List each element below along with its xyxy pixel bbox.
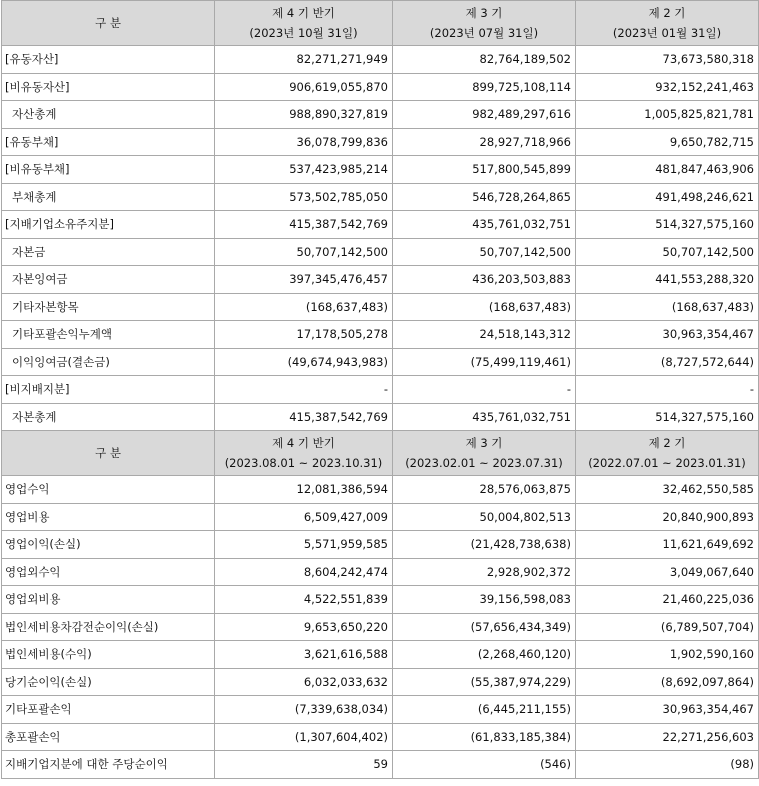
row-value: (8,727,572,644) xyxy=(576,348,759,376)
table-row xyxy=(2,293,759,321)
row-value: (168,637,483) xyxy=(576,293,759,321)
row-label: 자본금 xyxy=(2,238,215,266)
row-value: 30,963,354,467 xyxy=(576,321,759,349)
table-row xyxy=(2,668,759,696)
table-row xyxy=(2,46,759,74)
row-label: 당기순이익(손실) xyxy=(2,668,215,696)
table-row xyxy=(2,403,759,431)
row-value: 32,462,550,585 xyxy=(576,476,759,504)
period-name: 제 4 기 반기 xyxy=(272,436,335,450)
period-date: (2023.02.01 ~ 2023.07.31) xyxy=(405,456,563,470)
row-value: (61,833,185,384) xyxy=(393,723,576,751)
row-value: 982,489,297,616 xyxy=(393,101,576,129)
row-label: [비유동자산] xyxy=(2,73,215,101)
column-header-period xyxy=(576,1,759,46)
row-value: (21,428,738,638) xyxy=(393,531,576,559)
column-header-category: 구 분 xyxy=(2,431,215,476)
row-value: (57,656,434,349) xyxy=(393,613,576,641)
income-header-row xyxy=(2,431,759,476)
table-row xyxy=(2,751,759,779)
table-row xyxy=(2,531,759,559)
period-date: (2022.07.01 ~ 2023.01.31) xyxy=(588,456,746,470)
row-value: 11,621,649,692 xyxy=(576,531,759,559)
row-value: (55,387,974,229) xyxy=(393,668,576,696)
row-label: 자산총계 xyxy=(2,101,215,129)
row-value: 435,761,032,751 xyxy=(393,403,576,431)
row-label: 자본총계 xyxy=(2,403,215,431)
row-value: 36,078,799,836 xyxy=(215,128,393,156)
row-value: 899,725,108,114 xyxy=(393,73,576,101)
table-row xyxy=(2,128,759,156)
row-value: 491,498,246,621 xyxy=(576,183,759,211)
row-value: - xyxy=(393,376,576,404)
row-value: 39,156,598,083 xyxy=(393,586,576,614)
row-label: 법인세비용차감전순이익(손실) xyxy=(2,613,215,641)
row-value: 8,604,242,474 xyxy=(215,558,393,586)
row-value: 397,345,476,457 xyxy=(215,266,393,294)
row-value: 537,423,985,214 xyxy=(215,156,393,184)
row-value: (8,692,097,864) xyxy=(576,668,759,696)
row-value: 415,387,542,769 xyxy=(215,211,393,239)
row-label: 지배기업지분에 대한 주당순이익 xyxy=(2,751,215,779)
table-row xyxy=(2,211,759,239)
row-value: - xyxy=(576,376,759,404)
period-name: 제 3 기 xyxy=(465,436,503,450)
table-row xyxy=(2,238,759,266)
row-label: 자본잉여금 xyxy=(2,266,215,294)
row-label: 부채총계 xyxy=(2,183,215,211)
row-value: 12,081,386,594 xyxy=(215,476,393,504)
period-date: (2023년 01월 31일) xyxy=(612,26,722,40)
row-value: 441,553,288,320 xyxy=(576,266,759,294)
period-date: (2023년 10월 31일) xyxy=(249,26,358,40)
table-row xyxy=(2,558,759,586)
row-value: 17,178,505,278 xyxy=(215,321,393,349)
table-row xyxy=(2,476,759,504)
row-value: 50,707,142,500 xyxy=(576,238,759,266)
table-row xyxy=(2,613,759,641)
row-label: 기타포괄손익 xyxy=(2,696,215,724)
row-label: 기타자본항목 xyxy=(2,293,215,321)
row-value: (2,268,460,120) xyxy=(393,641,576,669)
row-value: 514,327,575,160 xyxy=(576,211,759,239)
row-value: 514,327,575,160 xyxy=(576,403,759,431)
table-row xyxy=(2,101,759,129)
table-row xyxy=(2,321,759,349)
table-row xyxy=(2,73,759,101)
row-label: 영업외수익 xyxy=(2,558,215,586)
column-header-period xyxy=(393,1,576,46)
row-label: 법인세비용(수익) xyxy=(2,641,215,669)
row-value: 9,650,782,715 xyxy=(576,128,759,156)
row-value: (6,789,507,704) xyxy=(576,613,759,641)
column-header-period xyxy=(215,431,393,476)
row-value: 30,963,354,467 xyxy=(576,696,759,724)
row-label: 영업외비용 xyxy=(2,586,215,614)
period-date: (2023.08.01 ~ 2023.10.31) xyxy=(224,456,383,470)
row-value: 24,518,143,312 xyxy=(393,321,576,349)
column-header-period xyxy=(215,1,393,46)
table-row xyxy=(2,641,759,669)
row-value: 22,271,256,603 xyxy=(576,723,759,751)
row-value: 546,728,264,865 xyxy=(393,183,576,211)
table-row xyxy=(2,723,759,751)
column-header-category: 구 분 xyxy=(2,1,215,46)
row-value: 3,049,067,640 xyxy=(576,558,759,586)
row-label: 이익잉여금(결손금) xyxy=(2,348,215,376)
row-value: - xyxy=(215,376,393,404)
table-row xyxy=(2,376,759,404)
row-value: (168,637,483) xyxy=(215,293,393,321)
row-value: (75,499,119,461) xyxy=(393,348,576,376)
table-row xyxy=(2,266,759,294)
period-name: 제 4 기 반기 xyxy=(272,6,335,20)
row-value: 988,890,327,819 xyxy=(215,101,393,129)
row-value: 906,619,055,870 xyxy=(215,73,393,101)
row-value: 28,927,718,966 xyxy=(393,128,576,156)
table-row xyxy=(2,183,759,211)
row-value: 73,673,580,318 xyxy=(576,46,759,74)
row-value: 436,203,503,883 xyxy=(393,266,576,294)
row-value: 82,764,189,502 xyxy=(393,46,576,74)
row-value: 3,621,616,588 xyxy=(215,641,393,669)
row-value: 435,761,032,751 xyxy=(393,211,576,239)
row-value: 59 xyxy=(215,751,393,779)
row-value: (49,674,943,983) xyxy=(215,348,393,376)
row-value: 28,576,063,875 xyxy=(393,476,576,504)
table-row xyxy=(2,156,759,184)
row-value: (6,445,211,155) xyxy=(393,696,576,724)
row-value: 82,271,271,949 xyxy=(215,46,393,74)
row-value: 932,152,241,463 xyxy=(576,73,759,101)
table-row xyxy=(2,586,759,614)
row-value: 415,387,542,769 xyxy=(215,403,393,431)
row-value: 517,800,545,899 xyxy=(393,156,576,184)
period-date: (2023년 07월 31일) xyxy=(429,26,539,40)
period-name: 제 2 기 xyxy=(648,6,686,20)
row-label: 영업비용 xyxy=(2,503,215,531)
row-value: 5,571,959,585 xyxy=(215,531,393,559)
row-value: (168,637,483) xyxy=(393,293,576,321)
row-value: 6,032,033,632 xyxy=(215,668,393,696)
row-value: 6,509,427,009 xyxy=(215,503,393,531)
row-value: 50,004,802,513 xyxy=(393,503,576,531)
table-row xyxy=(2,503,759,531)
row-value: (546) xyxy=(393,751,576,779)
row-value: 1,005,825,821,781 xyxy=(576,101,759,129)
row-label: [비지배지분] xyxy=(2,376,215,404)
period-name: 제 3 기 xyxy=(465,6,503,20)
row-value: 573,502,785,050 xyxy=(215,183,393,211)
row-label: [지배기업소유주지분] xyxy=(2,211,215,239)
row-value: (1,307,604,402) xyxy=(215,723,393,751)
row-value: 1,902,590,160 xyxy=(576,641,759,669)
row-value: 4,522,551,839 xyxy=(215,586,393,614)
table-row xyxy=(2,696,759,724)
row-label: 총포괄손익 xyxy=(2,723,215,751)
column-header-period xyxy=(576,431,759,476)
row-label: 영업수익 xyxy=(2,476,215,504)
row-value: 2,928,902,372 xyxy=(393,558,576,586)
row-label: [유동자산] xyxy=(2,46,215,74)
row-value: (98) xyxy=(576,751,759,779)
row-value: (7,339,638,034) xyxy=(215,696,393,724)
row-label: 기타포괄손익누계액 xyxy=(2,321,215,349)
row-label: [유동부채] xyxy=(2,128,215,156)
row-value: 50,707,142,500 xyxy=(393,238,576,266)
table-row xyxy=(2,348,759,376)
row-label: 영업이익(손실) xyxy=(2,531,215,559)
row-value: 481,847,463,906 xyxy=(576,156,759,184)
row-value: 20,840,900,893 xyxy=(576,503,759,531)
row-value: 21,460,225,036 xyxy=(576,586,759,614)
row-label: [비유동부채] xyxy=(2,156,215,184)
row-value: 50,707,142,500 xyxy=(215,238,393,266)
column-header-period xyxy=(393,431,576,476)
row-value: 9,653,650,220 xyxy=(215,613,393,641)
period-name: 제 2 기 xyxy=(648,436,686,450)
balance-header-row xyxy=(2,1,759,46)
financial-summary-table xyxy=(1,0,759,779)
